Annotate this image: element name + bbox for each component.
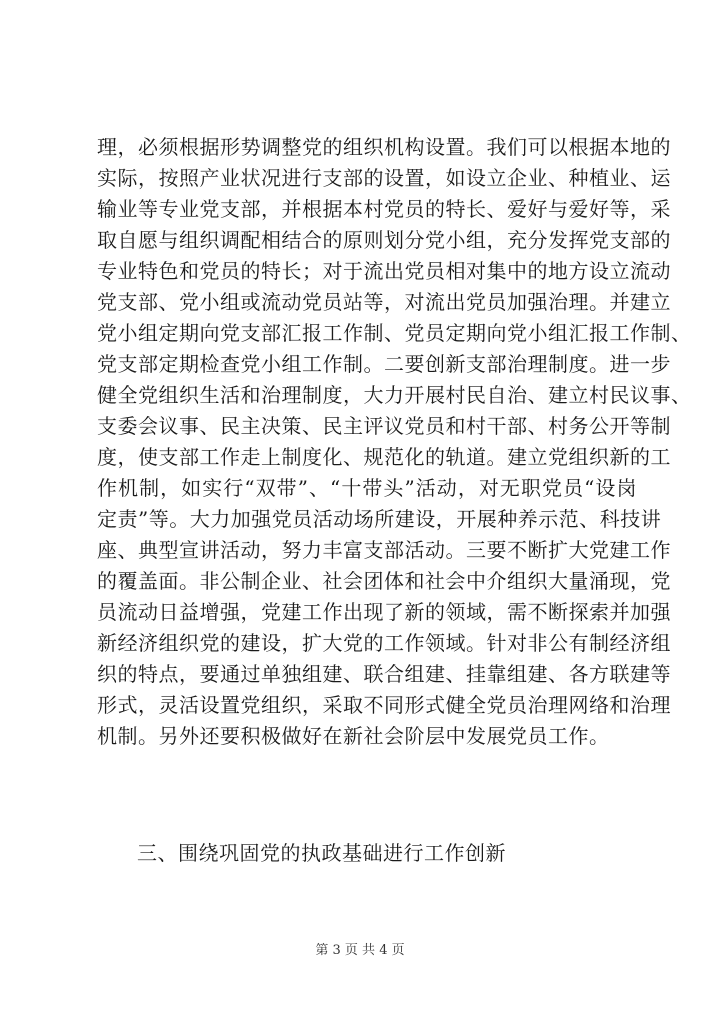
text-line: 党 小 组 定 期 向 党 支 部 汇 报 工 作 制 、 党 员 定 期 向 党 小 组 汇 报 工 作 制 、 xyxy=(97,321,692,345)
text-line: 支 委 会 议 事 、 民 主 决 策 、 民 主 评 议 党 员 和 村 干 部 、 村 务 公 开 等 制 xyxy=(97,414,671,438)
text-line: 党 支 部 定 期 检 查 党 小 组 工 作 制 。 二 要 创 新 支 部 治 理 制 度 。 进 一 步 xyxy=(97,352,671,376)
text-line: 输 业 等 专 业 党 支 部 ， 并 根 据 本 村 党 员 的 特 长 、 爱 好 与 爱 好 等 ， 采 xyxy=(97,197,671,221)
text-line: 作 机 制 ， 如 实 行 “ 双 带 ” 、 “ 十 带 头 ” 活 动 ， 对 无 职 党 员 “ 设 岗 xyxy=(97,476,637,500)
text-line: 实 际 ， 按 照 产 业 状 况 进 行 支 部 的 设 置 ， 如 设 立 企 业 、 种 植 业 、 运 xyxy=(97,166,671,190)
text-line: 座 、 典 型 宣 讲 活 动 ， 努 力 丰 富 支 部 活 动 。 三 要 不 断 扩 大 党 建 工 作 xyxy=(97,538,671,562)
text-line: 党 支 部 、 党 小 组 或 流 动 党 员 站 等 ， 对 流 出 党 员 加 强 治 理 。 并 建 立 xyxy=(97,290,671,314)
text-line: 定 责 ” 等 。 大 力 加 强 党 员 活 动 场 所 建 设 ， 开 展 种 养 示 范 、 科 技 讲 xyxy=(97,507,662,531)
text-line: 新 经 济 组 织 党 的 建 设 ， 扩 大 党 的 工 作 领 域 。 针 对 非 公 有 制 经 济 组 xyxy=(97,631,671,655)
text-line: 度 ， 使 支 部 工 作 走 上 制 度 化 、 规 范 化 的 轨 道 。 建 立 党 组 织 新 的 工 xyxy=(97,445,671,469)
text-line: 形 式 ， 灵 活 设 置 党 组 织 ， 采 取 不 同 形 式 健 全 党 员 治 理 网 络 和 治 理 xyxy=(97,693,671,717)
text-line: 专 业 特 色 和 党 员 的 特 长 ； 对 于 流 出 党 员 相 对 集 中 的 地 方 设 立 流 动 xyxy=(97,259,671,283)
text-line: 机制。另外还要积极做好在新社会阶层中发展党员工作。 xyxy=(97,724,610,748)
text-line: 理 ， 必 须 根 据 形 势 调 整 党 的 组 织 机 构 设 置 。 我 们 可 以 根 据 本 地 的 xyxy=(97,135,671,159)
text-line: 健 全 党 组 织 生 活 和 治 理 制 度 ， 大 力 开 展 村 民 自 治 、 建 立 村 民 议 事 、 xyxy=(97,383,692,407)
body-paragraph xyxy=(97,132,692,752)
text-line: 员 流 动 日 益 增 强 ， 党 建 工 作 出 现 了 新 的 领 域 ， 需 不 断 探 索 并 加 强 xyxy=(97,600,671,624)
page-number: 第 3 页 共 4 页 xyxy=(315,943,405,958)
text-line: 织 的 特 点 ， 要 通 过 单 独 组 建 、 联 合 组 建 、 挂 靠 组 建 、 各 方 联 建 等 xyxy=(97,662,671,686)
text-line: 取 自 愿 与 组 织 调 配 相 结 合 的 原 则 划 分 党 小 组 ， 充 分 发 挥 党 支 部 的 xyxy=(97,228,671,252)
section-heading: 三、围绕巩固党的执政基础进行工作创新 xyxy=(137,841,506,865)
text-line: 的 覆 盖 面 。 非 公 制 企 业 、 社 会 团 体 和 社 会 中 介 组 织 大 量 涌 现 ， 党 xyxy=(97,569,671,593)
